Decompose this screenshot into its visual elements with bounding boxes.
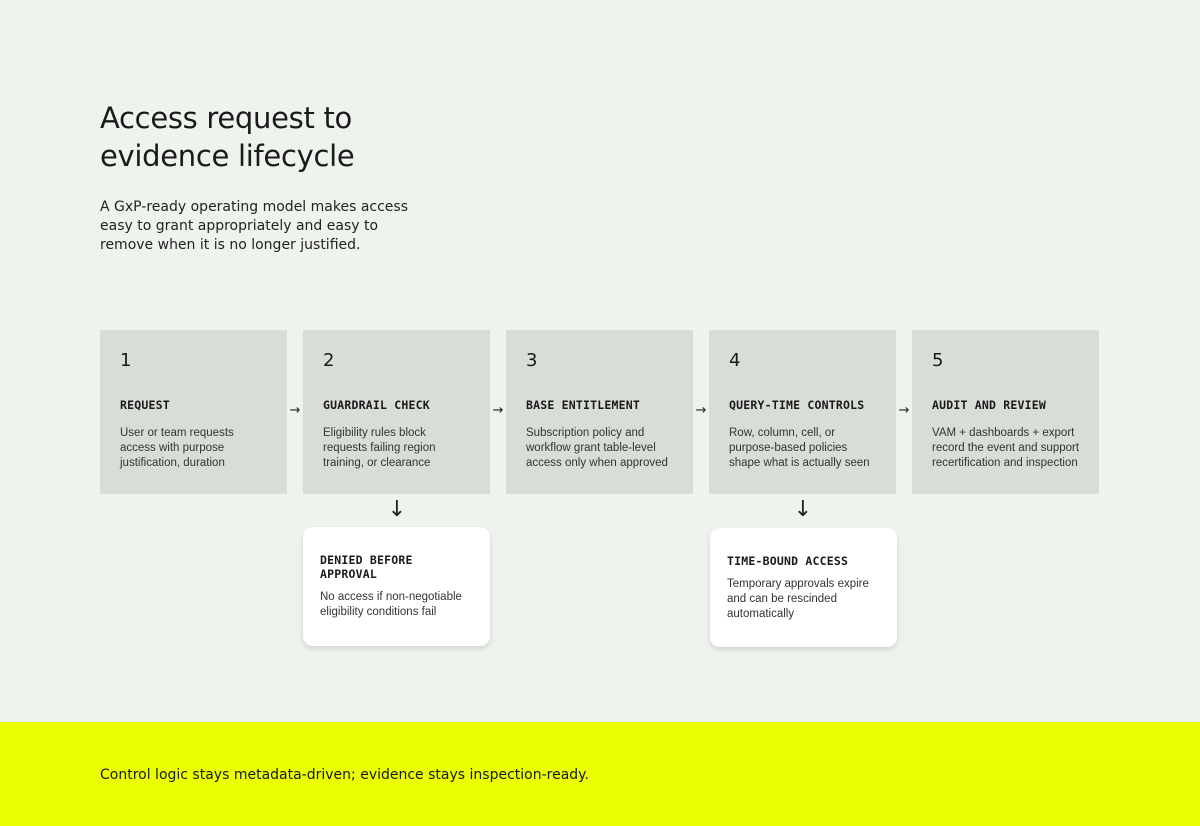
step-number: 1 xyxy=(120,350,132,371)
arrow-right-icon: → xyxy=(289,403,301,418)
step-number: 5 xyxy=(932,350,944,371)
step-title: GUARDRAIL CHECK xyxy=(323,398,430,412)
page-subtitle: A GxP-ready operating model makes access easy to grant appropriately and easy to remove when it is no longer justified. xyxy=(100,199,408,253)
step-title: REQUEST xyxy=(120,398,170,412)
step-number: 4 xyxy=(729,350,741,371)
step-description: VAM + dashboards + export record the event and support recertification and inspection xyxy=(932,427,1080,469)
step-query-time-controls xyxy=(709,330,896,494)
step-description: Eligibility rules block requests failing region training, or clearance xyxy=(323,427,436,469)
branch-denied-before-approval xyxy=(303,527,490,646)
step-description: User or team requests access with purpose justification, duration xyxy=(120,427,234,469)
branch-description: Temporary approvals expire and can be rescinded automatically xyxy=(727,578,869,620)
step-audit-and-review xyxy=(912,330,1099,494)
step-base-entitlement xyxy=(506,330,693,494)
step-number: 2 xyxy=(323,350,335,371)
step-description: Subscription policy and workflow grant table-level access only when approved xyxy=(526,427,668,469)
branch-title: TIME-BOUND ACCESS xyxy=(727,554,849,568)
arrow-down-icon: ↓ xyxy=(387,497,407,522)
page-title: Access request to evidence lifecycle xyxy=(100,101,355,173)
step-request xyxy=(100,330,287,494)
step-description: Row, column, cell, or purpose-based policies shape what is actually seen xyxy=(729,427,870,469)
step-title: AUDIT AND REVIEW xyxy=(932,398,1046,412)
arrow-right-icon: → xyxy=(898,403,910,418)
footer-band xyxy=(0,722,1200,826)
branch-title: DENIED BEFORE APPROVAL xyxy=(320,553,413,581)
arrow-right-icon: → xyxy=(695,403,707,418)
footer-text: Control logic stays metadata-driven; evidence stays inspection-ready. xyxy=(100,767,589,783)
arrow-right-icon: → xyxy=(492,403,504,418)
arrow-down-icon: ↓ xyxy=(793,497,813,522)
step-title: QUERY-TIME CONTROLS xyxy=(729,398,865,412)
branch-description: No access if non-negotiable eligibility conditions fail xyxy=(320,591,462,618)
step-title: BASE ENTITLEMENT xyxy=(526,398,640,412)
step-guardrail-check xyxy=(303,330,490,494)
step-number: 3 xyxy=(526,350,538,371)
branch-time-bound-access xyxy=(710,528,897,647)
